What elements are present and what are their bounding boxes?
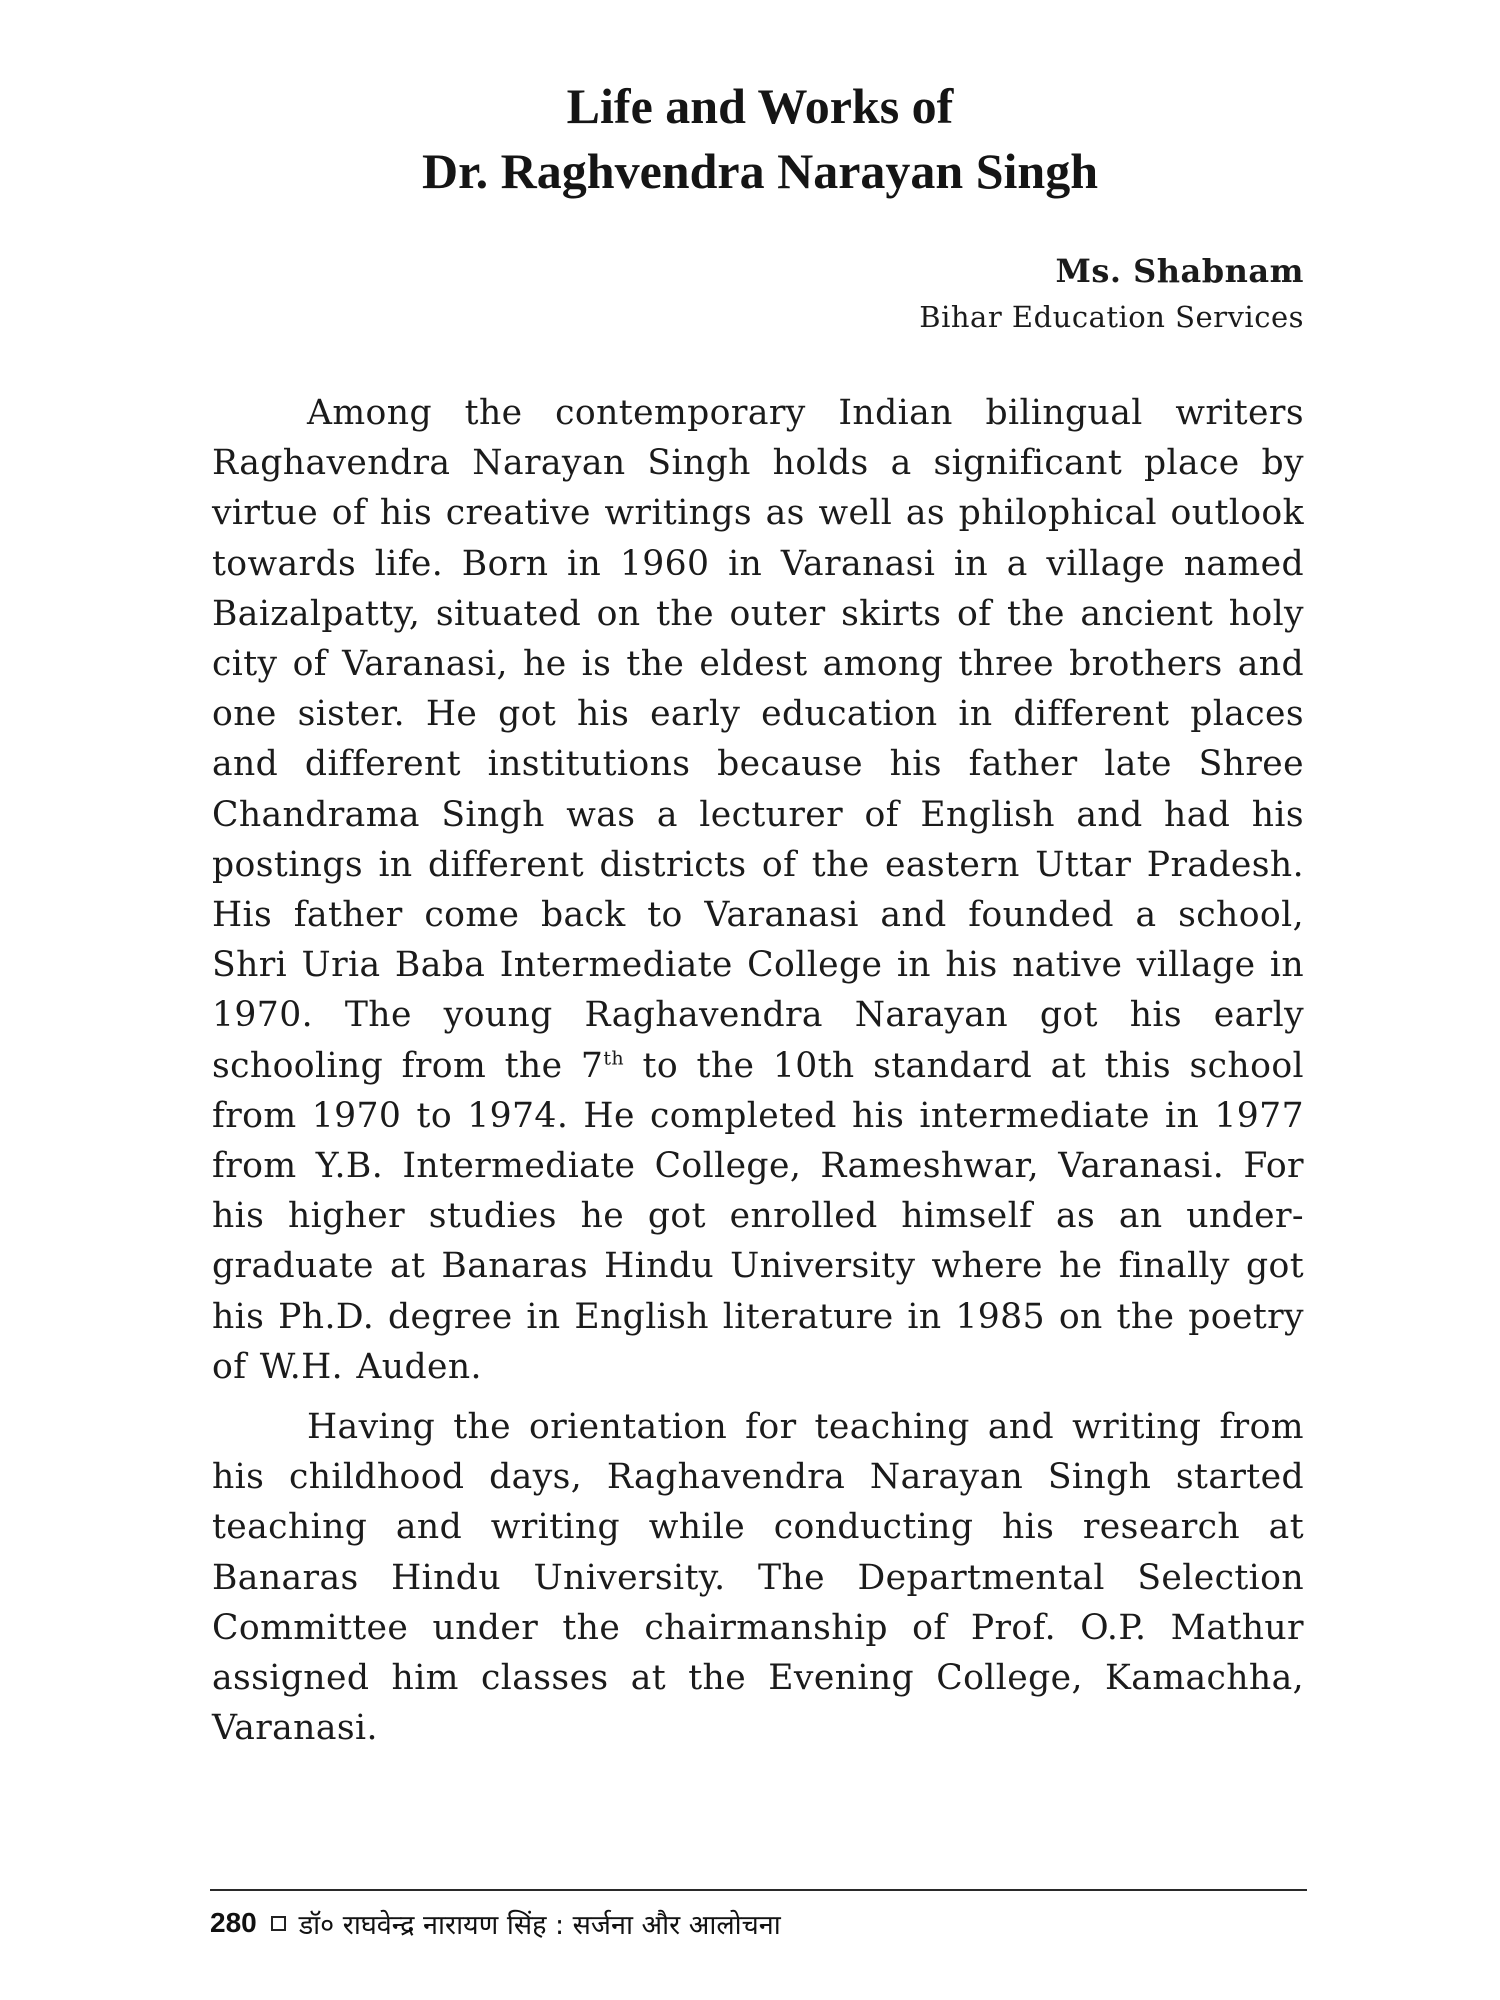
book-title: डॉ० राघवेन्द्र नारायण सिंह : सर्जना और आलोचना	[298, 1909, 781, 1941]
paragraph-1	[212, 388, 1304, 1392]
author-affiliation: Bihar Education Services	[919, 300, 1304, 334]
footer-divider	[210, 1889, 1307, 1891]
author-name: Ms. Shabnam	[1055, 252, 1304, 290]
superscript-th: th	[603, 1047, 625, 1070]
paragraph-1-part-2: to the 10th standard at this school from 1970 to 1974. He completed his intermediate in 1977 from Y.B. Intermediate College, Rameshwar, Varanasi. For his higher studies he got enrolled himself as an under-graduate at Banaras Hindu University where he finally got his Ph.D. degree in English literature in 1985 on the poetry of W.H. Auden.	[212, 1045, 1304, 1387]
author-block	[919, 248, 1304, 340]
paragraph-1-part-1: Among the contemporary Indian bilingual writers Raghavendra Narayan Singh holds a significant place by virtue of his creative writings as well as philophical outlook towards life. Born in 1960 in Varanasi in a village named Baizalpatty, situated on the outer skirts of the ancient holy city of Varanasi, he is the eldest among three brothers and one sister. He got his early education in different places and different institutions because his father late Shree Chandrama Singh was a lecturer of English and had his postings in different districts of the eastern Uttar Pradesh. His father come back to Varanasi and founded a school, Shri Uria Baba Intermediate College in his native village in 1970. The young Raghavendra Narayan got his early schooling from the 7	[212, 393, 1304, 1086]
article-title-line-1: Life and Works of	[566, 78, 954, 134]
box-icon	[271, 1916, 286, 1931]
article-title	[200, 74, 1320, 204]
article-title-line-2: Dr. Raghvendra Narayan Singh	[421, 143, 1099, 199]
article-body	[212, 388, 1304, 1753]
page-number: 280	[210, 1907, 257, 1938]
page-footer	[210, 1900, 781, 1946]
paragraph-2: Having the orientation for teaching and writing from his childhood days, Raghavendra Narayan Singh started teaching and writing while conducting his research at Banaras Hindu University. The Departmental Selection Committee under the chairmanship of Prof. O.P. Mathur assigned him classes at the Evening College, Kamachha, Varanasi.	[212, 1407, 1304, 1749]
